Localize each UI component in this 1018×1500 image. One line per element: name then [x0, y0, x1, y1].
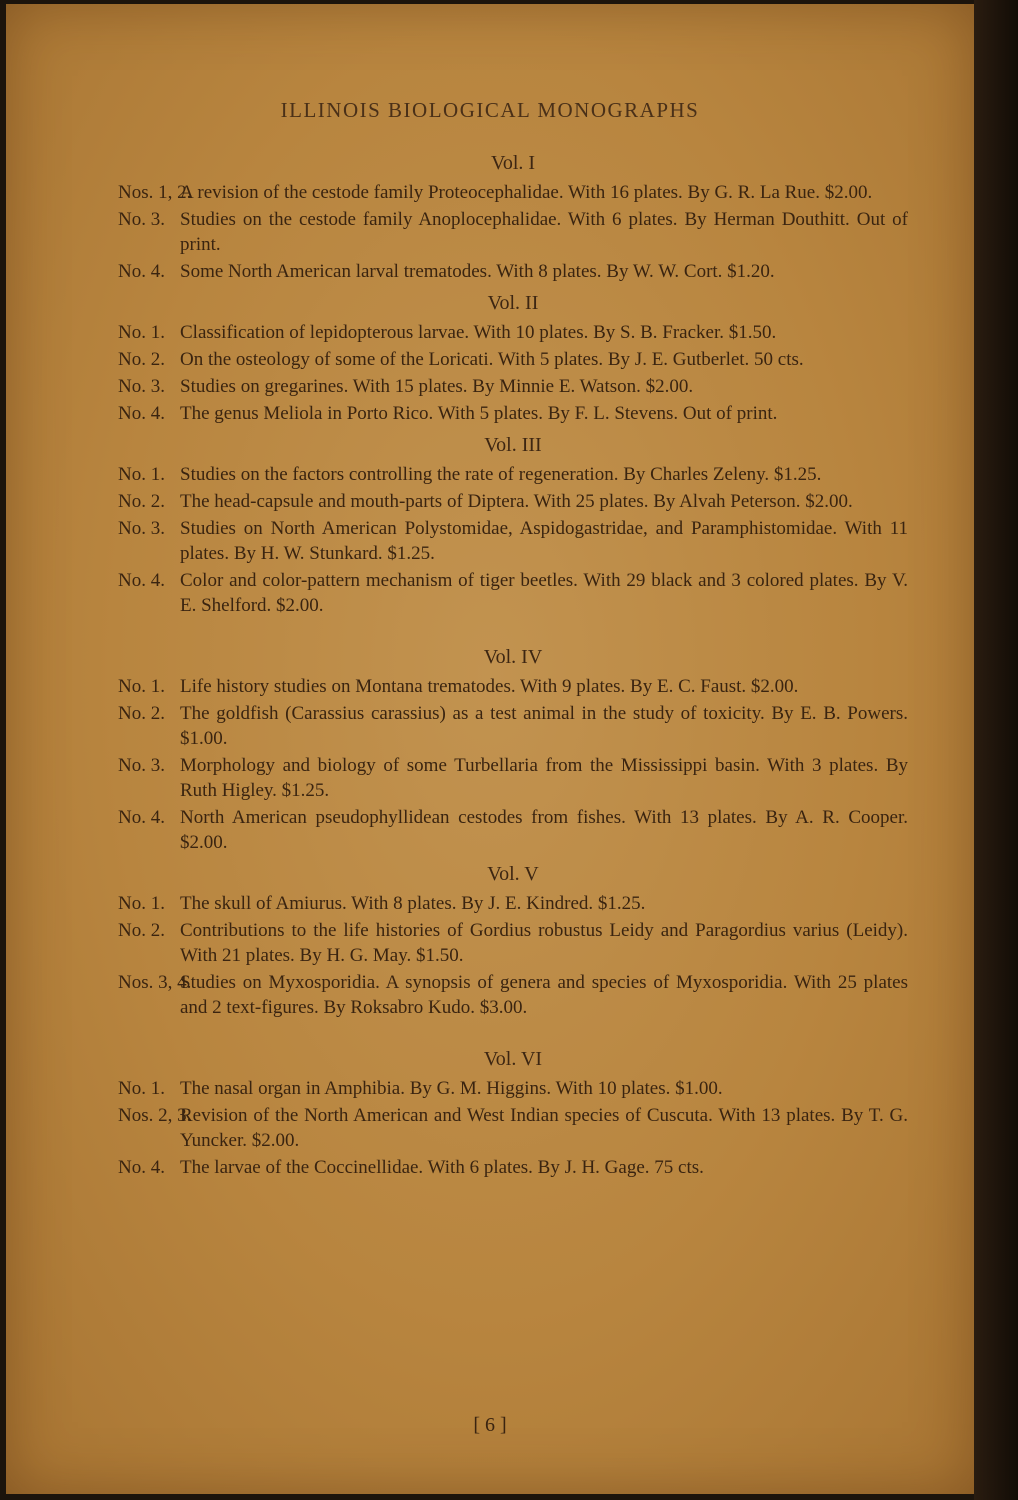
entry-number: No. 2.: [118, 491, 165, 512]
entry-text: Studies on the factors controlling the rate of regeneration. By Charles Zeleny. $1.25.: [180, 464, 822, 485]
entry-text: Revision of the North American and West Indian species of Cuscuta. With 13 plates. By T. G. Yuncker. $2.00.: [180, 1105, 908, 1151]
page-title: ILLINOIS BIOLOGICAL MONOGRAPHS: [280, 98, 700, 122]
entry-number: No. 4.: [118, 807, 165, 828]
entry-number: No. 2.: [118, 920, 165, 941]
entry-number: No. 4.: [118, 403, 165, 424]
entry-number: No. 1.: [118, 893, 165, 914]
entry-text: Contributions to the life histories of Gordius robustus Leidy and Paragordius varius (Leidy). With 21 plates. By H. G. May. $1.50.: [180, 920, 908, 966]
list-item: [118, 753, 908, 803]
entry-text: Studies on the cestode family Anoplocephalidae. With 6 plates. By Herman Douthitt. Out of print.: [180, 209, 908, 255]
entry-number: No. 1.: [118, 676, 165, 697]
list-item: [118, 891, 908, 916]
entry-text: The genus Meliola in Porto Rico. With 5 plates. By F. L. Stevens. Out of print.: [180, 403, 778, 424]
volume-heading: Vol. V: [487, 863, 539, 885]
entry-number: Nos. 1, 2.: [118, 182, 192, 203]
list-item: [118, 259, 908, 284]
entry-number: No. 2.: [118, 349, 165, 370]
entry-text: The head-capsule and mouth-parts of Diptera. With 25 plates. By Alvah Peterson. $2.00.: [180, 491, 853, 512]
entry-number: No. 3.: [118, 518, 165, 539]
entry-number: No. 1.: [118, 1078, 165, 1099]
entry-number: No. 3.: [118, 755, 165, 776]
list-item: [118, 805, 908, 855]
list-item: [118, 568, 908, 618]
entry-number: No. 3.: [118, 376, 165, 397]
volume-heading: Vol. VI: [483, 1048, 543, 1070]
entry-number: No. 4.: [118, 1157, 165, 1178]
entry-number: No. 4.: [118, 570, 165, 591]
list-item: [118, 1103, 908, 1153]
entry-text: The nasal organ in Amphibia. By G. M. Higgins. With 10 plates. $1.00.: [180, 1078, 723, 1099]
list-item: [118, 970, 908, 1020]
list-item: [118, 374, 908, 399]
entry-text: The goldfish (Carassius carassius) as a test animal in the study of toxicity. By E. B. Powers. $1.00.: [180, 703, 908, 749]
list-item: [118, 320, 908, 345]
monograph-list: [118, 144, 908, 1182]
volume-heading: Vol. I: [490, 152, 536, 174]
entry-text: North American pseudophyllidean cestodes from fishes. With 13 plates. By A. R. Cooper. $2.00.: [180, 807, 908, 853]
entry-text: Studies on gregarines. With 15 plates. By Minnie E. Watson. $2.00.: [180, 376, 694, 397]
list-item: [118, 401, 908, 426]
entry-text: Some North American larval trematodes. With 8 plates. By W. W. Cort. $1.20.: [180, 261, 775, 282]
volume-heading: Vol. III: [484, 434, 542, 456]
list-item: [118, 674, 908, 699]
entry-text: A revision of the cestode family Proteocephalidae. With 16 plates. By G. R. La Rue. $2.00.: [180, 182, 873, 203]
entry-text: Color and color-pattern mechanism of tiger beetles. With 29 black and 3 colored plates. By V. E. Shelford. $2.00.: [180, 570, 908, 616]
list-item: [118, 489, 908, 514]
background-edge: [974, 0, 1018, 1500]
entry-text: Classification of lepidopterous larvae. With 10 plates. By S. B. Fracker. $1.50.: [180, 322, 777, 343]
entry-text: Studies on North American Polystomidae, Aspidogastridae, and Paramphistomidae. With 11 plates. By H. W. Stunkard. $1.25.: [180, 518, 908, 564]
entry-text: The skull of Amiurus. With 8 plates. By J. E. Kindred. $1.25.: [180, 893, 646, 914]
entry-text: On the osteology of some of the Loricati. With 5 plates. By J. E. Gutberlet. 50 cts.: [180, 349, 804, 370]
list-item: [118, 180, 908, 205]
entry-number: No. 1.: [118, 322, 165, 343]
list-item: [118, 207, 908, 257]
entry-number: No. 1.: [118, 464, 165, 485]
entry-text: The larvae of the Coccinellidae. With 6 plates. By J. H. Gage. 75 cts.: [180, 1157, 704, 1178]
list-item: [118, 347, 908, 372]
entry-number: No. 3.: [118, 209, 165, 230]
list-item: [118, 918, 908, 968]
entry-number: No. 4.: [118, 261, 165, 282]
list-item: [118, 701, 908, 751]
entry-number: Nos. 2, 3.: [118, 1105, 192, 1126]
entry-text: Studies on Myxosporidia. A synopsis of genera and species of Myxosporidia. With 25 plates and 2 text-figures. By Roksabro Kudo. $3.00.: [180, 972, 908, 1018]
page-number: [ 6 ]: [473, 1414, 507, 1436]
list-item: [118, 462, 908, 487]
entry-number: Nos. 3, 4.: [118, 972, 192, 993]
entry-number: No. 2.: [118, 703, 165, 724]
list-item: [118, 1155, 908, 1180]
list-item: [118, 516, 908, 566]
volume-heading: Vol. IV: [483, 646, 543, 668]
list-item: [118, 1076, 908, 1101]
page-sheet: [6, 4, 974, 1494]
volume-heading: Vol. II: [487, 292, 539, 314]
entry-text: Morphology and biology of some Turbellaria from the Mississippi basin. With 3 plates. By Ruth Higley. $1.25.: [180, 755, 908, 801]
entry-text: Life history studies on Montana trematodes. With 9 plates. By E. C. Faust. $2.00.: [180, 676, 799, 697]
